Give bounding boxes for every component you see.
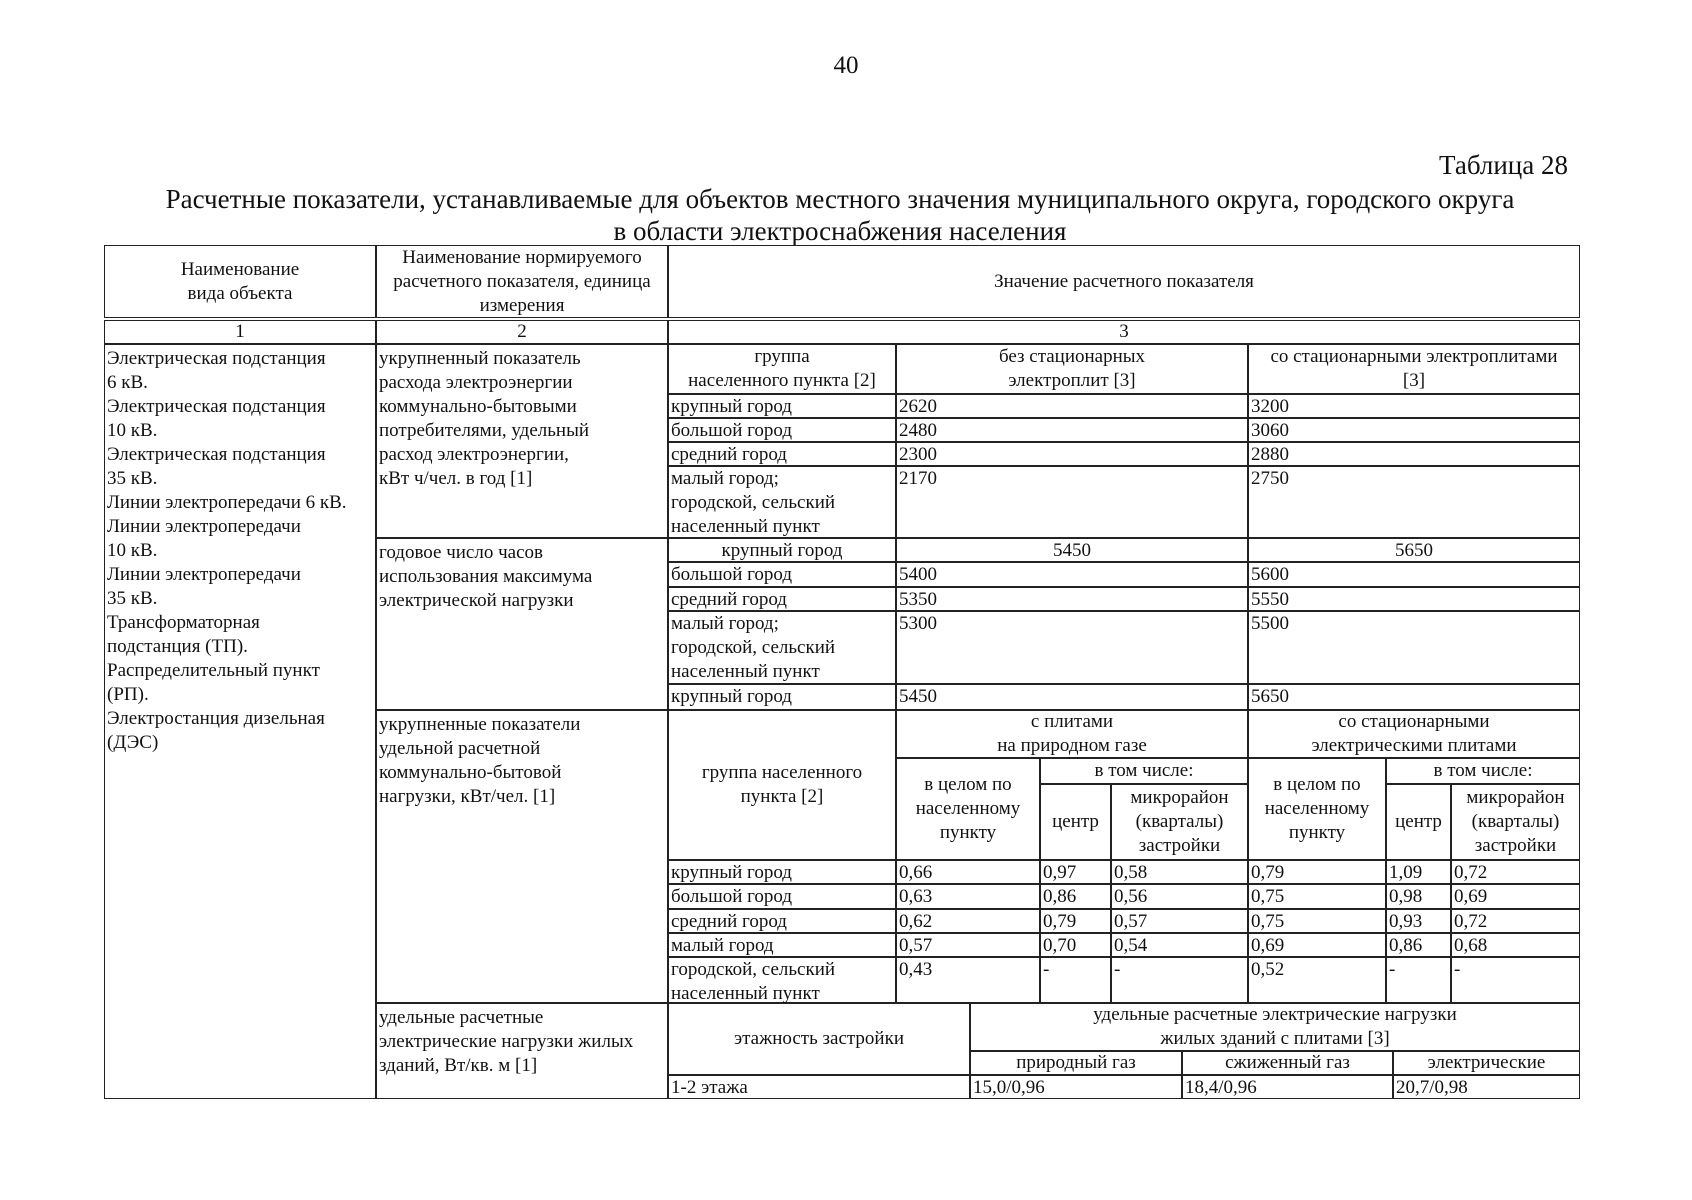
header-electric-stoves-line: со стационарными: [1338, 711, 1490, 732]
value-cell-line: 0,72: [1454, 911, 1488, 932]
value-cell-line: 0,98: [1389, 886, 1423, 907]
value-cell-line: 3200: [1251, 396, 1289, 417]
value-cell-line: 1,09: [1389, 862, 1423, 883]
settlement-group: [668, 933, 896, 957]
settlement-group-line: малый город;: [671, 613, 779, 634]
value-cell: [1386, 909, 1451, 933]
indicator-energy-consumption-line: потребителями, удельный: [379, 420, 590, 441]
value-cell-line: 0,62: [899, 911, 933, 932]
indicator-energy-consumption-line: укрупненный показатель: [379, 348, 581, 369]
header-settlement-group: [668, 710, 896, 860]
value-cell: [1040, 909, 1111, 933]
header-object-type-line: Наименование: [180, 258, 300, 280]
header-electric-line: электрические: [1427, 1052, 1546, 1073]
value-cell-line: 0,69: [1251, 935, 1285, 956]
value-cell: [896, 538, 1248, 562]
value-cell: [896, 884, 1040, 909]
value-cell: [1040, 933, 1111, 957]
settlement-group: [668, 860, 896, 884]
settlement-group: [668, 418, 896, 442]
value-cell-line: 2750: [1251, 468, 1289, 489]
value-cell-line: 0,43: [899, 959, 933, 980]
settlement-group: [668, 394, 896, 418]
header-without-stoves: [896, 344, 1248, 394]
settlement-group-line: крупный город: [721, 540, 843, 561]
value-cell: [1386, 957, 1451, 1003]
value-cell-line: 18,4/0,96: [1185, 1077, 1257, 1098]
indicator-energy-consumption-line: расхода электроэнергии: [379, 372, 573, 393]
value-cell-line: 0,75: [1251, 886, 1285, 907]
header-indicator-name-line: измерения: [479, 294, 565, 316]
value-cell-line: 5500: [1251, 613, 1289, 634]
settlement-group: [668, 466, 896, 538]
value-cell: [1040, 957, 1111, 1003]
value-cell-line: 0,56: [1114, 886, 1148, 907]
settlement-group: [668, 538, 896, 562]
header-settlement-group-line: группа: [754, 346, 810, 367]
object-types-list-line: Распределительный пункт: [107, 660, 320, 681]
settlement-group-line: средний город: [671, 444, 787, 465]
settlement-group: [668, 562, 896, 587]
object-types-list-line: Линии электропередачи: [107, 516, 301, 537]
value-cell-line: 0,70: [1043, 935, 1077, 956]
header-microdistrict-line: микрорайон: [1466, 787, 1565, 808]
value-cell: [1451, 933, 1580, 957]
object-types-list: [104, 346, 376, 800]
header-indicator-name-line: Наименование нормируемого: [402, 246, 642, 268]
header-settlement-total-line: пункту: [939, 822, 997, 843]
header-residential-loads: [970, 1003, 1580, 1051]
settlement-group-line: крупный город: [671, 396, 792, 417]
value-cell-line: 3060: [1251, 420, 1289, 441]
settlement-group-line: большой город: [671, 420, 793, 441]
value-cell: [896, 860, 1040, 884]
value-cell: [1386, 933, 1451, 957]
value-cell: [1248, 860, 1386, 884]
header-microdistrict-line: застройки: [1138, 835, 1221, 856]
settlement-group: [668, 611, 896, 684]
header-settlement-total-line: в целом по: [1273, 774, 1361, 795]
value-cell: [1451, 884, 1580, 909]
value-cell: [896, 562, 1248, 587]
value-cell-line: 0,57: [899, 935, 933, 956]
header-natural-gas: [970, 1051, 1182, 1075]
value-cell: [896, 442, 1248, 466]
object-types-list-line: (ДЭС): [107, 732, 159, 753]
value-cell-line: 2170: [899, 468, 937, 489]
indicator-energy-consumption-line: коммунально-бытовыми: [379, 396, 577, 417]
value-cell: [1248, 538, 1580, 562]
header-with-electric-stoves: [1248, 344, 1580, 394]
header-settlement-group-line: населенного пункта [2]: [688, 370, 876, 391]
header-with-electric-stoves-line: [3]: [1402, 370, 1426, 391]
value-cell-line: 5300: [899, 613, 937, 634]
value-cell-line: 0,69: [1454, 886, 1488, 907]
column-number-line: 2: [517, 321, 527, 342]
value-cell: [1111, 957, 1248, 1003]
indicator-residential-load-line: удельные расчетные: [379, 1007, 544, 1028]
indicator-residential-load: [376, 1005, 668, 1080]
settlement-group-line: малый город: [671, 935, 774, 956]
value-cell: [1040, 884, 1111, 909]
header-settlement-total-line: пункту: [1288, 822, 1346, 843]
header-indicator-name-line: расчетного показателя, единица: [393, 270, 651, 292]
value-cell: [1248, 418, 1580, 442]
value-cell-line: 5600: [1251, 564, 1289, 585]
value-cell-line: 5550: [1251, 589, 1289, 610]
value-cell-line: 2300: [899, 444, 937, 465]
page-number: 40: [833, 52, 859, 79]
value-cell-line: 5650: [1251, 686, 1289, 707]
table-title: [100, 183, 1580, 247]
indicator-max-load-hours-line: использования максимума: [379, 566, 593, 587]
indicator-specific-load-line: нагрузки, кВт/чел. [1]: [379, 786, 556, 807]
settlement-group-line: малый город;: [671, 468, 779, 489]
header-settlement-group-line: группа населенного: [701, 762, 863, 783]
value-cell: [1182, 1075, 1393, 1099]
value-cell-line: 20,7/0,98: [1396, 1077, 1468, 1098]
header-including-line: в том числе:: [1094, 760, 1194, 781]
indicator-residential-load-line: зданий, Вт/кв. м [1]: [379, 1055, 538, 1076]
header-natural-gas-line: природный газ: [1016, 1052, 1136, 1073]
object-types-list-line: 10 кВ.: [107, 540, 158, 561]
value-cell: [1451, 957, 1580, 1003]
settlement-group-line: населенный пункт: [671, 983, 820, 1003]
header-microdistrict-line: микрорайон: [1130, 787, 1229, 808]
value-cell: [1248, 562, 1580, 587]
value-cell: [896, 957, 1040, 1003]
header-settlement-group-line: пункта [2]: [740, 786, 824, 807]
header-center: [1386, 784, 1451, 860]
indicator-energy-consumption-line: кВт ч/чел. в год [1]: [379, 468, 533, 489]
value-cell-line: 5450: [899, 686, 937, 707]
value-cell-line: 0,93: [1389, 911, 1423, 932]
object-types-list-line: 6 кВ.: [107, 372, 148, 393]
object-types-list-line: Электростанция дизельная: [107, 708, 325, 729]
settlement-group-line: крупный город: [671, 686, 792, 707]
value-cell: [1451, 909, 1580, 933]
settlement-group: [668, 587, 896, 611]
value-cell-line: 0,72: [1454, 862, 1488, 883]
object-types-list-line: Электрическая подстанция: [107, 348, 326, 369]
header-with-electric-stoves-line: со стационарными электроплитами: [1270, 346, 1558, 367]
header-electric-stoves: [1248, 710, 1580, 758]
value-cell: [1386, 884, 1451, 909]
floors-cell-line: 1-2 этажа: [671, 1077, 748, 1098]
header-center: [1040, 784, 1111, 860]
settlement-group: [668, 684, 896, 710]
header-residential-loads-line: жилых зданий с плитами [3]: [1160, 1028, 1390, 1049]
header-electric: [1393, 1051, 1580, 1075]
value-cell-line: -: [1454, 959, 1461, 980]
header-without-stoves-line: без стационарных: [998, 346, 1146, 367]
indicator-specific-load-line: укрупненные показатели: [379, 714, 581, 735]
value-cell-line: 15,0/0,96: [973, 1077, 1045, 1098]
value-cell: [1040, 860, 1111, 884]
header-including-line: в том числе:: [1433, 760, 1533, 781]
header-indicator-value: [668, 245, 1580, 318]
header-lpg: [1182, 1051, 1393, 1075]
value-cell: [1451, 860, 1580, 884]
value-cell-line: 5400: [899, 564, 937, 585]
object-types-list-line: 35 кВ.: [107, 588, 158, 609]
header-microdistrict: [1451, 784, 1580, 860]
header-microdistrict-line: (кварталы): [1471, 811, 1560, 832]
value-cell: [1393, 1075, 1580, 1099]
value-cell-line: 0,97: [1043, 862, 1077, 883]
value-cell-line: 5450: [1053, 540, 1091, 561]
settlement-group-line: крупный город: [671, 862, 792, 883]
header-center-line: центр: [1052, 811, 1099, 832]
header-settlement-total-line: населенному: [915, 798, 1021, 819]
settlement-group-line: городской, сельский: [671, 959, 836, 980]
header-microdistrict-line: (кварталы): [1135, 811, 1224, 832]
header-indicator-name: [376, 245, 668, 318]
settlement-group: [668, 442, 896, 466]
table-label: Таблица 28: [1439, 150, 1568, 180]
header-residential-loads-line: удельные расчетные электрические нагрузки: [1093, 1004, 1457, 1025]
value-cell-line: 2620: [899, 396, 937, 417]
value-cell-line: 2480: [899, 420, 937, 441]
value-cell-line: 0,79: [1043, 911, 1077, 932]
settlement-group: [668, 884, 896, 909]
value-cell-line: 0,58: [1114, 862, 1148, 883]
header-settlement-group: [668, 344, 896, 394]
value-cell: [1111, 860, 1248, 884]
indicators-table: [104, 245, 1580, 1099]
header-settlement-total: [896, 758, 1040, 860]
object-types-list-line: Трансформаторная: [107, 612, 260, 633]
value-cell: [896, 909, 1040, 933]
value-cell-line: 0,52: [1251, 959, 1285, 980]
value-cell: [1248, 933, 1386, 957]
settlement-group-line: большой город: [671, 886, 793, 907]
value-cell: [1248, 611, 1580, 684]
header-microdistrict: [1111, 784, 1248, 860]
header-settlement-total-line: населенному: [1264, 798, 1370, 819]
table-title-line: в области электроснабжения населения: [613, 216, 1067, 246]
value-cell: [1248, 909, 1386, 933]
object-types-list-line: Линии электропередачи: [107, 564, 301, 585]
object-types-list-line: Электрическая подстанция: [107, 396, 326, 417]
header-indicator-value-line: Значение расчетного показателя: [994, 270, 1254, 292]
value-cell-line: 0,86: [1389, 935, 1423, 956]
header-without-stoves-line: электроплит [3]: [1008, 370, 1136, 391]
settlement-group: [668, 909, 896, 933]
header-settlement-total: [1248, 758, 1386, 860]
value-cell-line: 0,75: [1251, 911, 1285, 932]
settlement-group-line: средний город: [671, 911, 787, 932]
value-cell-line: 2880: [1251, 444, 1289, 465]
indicator-max-load-hours-line: электрической нагрузки: [379, 590, 574, 611]
value-cell-line: -: [1114, 959, 1121, 980]
settlement-group-line: городской, сельский: [671, 637, 836, 658]
settlement-group-line: средний город: [671, 589, 787, 610]
value-cell: [1248, 466, 1580, 538]
indicator-max-load-hours-line: годовое число часов: [379, 542, 543, 563]
indicator-energy-consumption-line: расход электроэнергии,: [379, 444, 569, 465]
value-cell: [1248, 442, 1580, 466]
header-lpg-line: сжиженный газ: [1225, 1052, 1350, 1073]
value-cell-line: 5350: [899, 589, 937, 610]
header-floors-line: этажность застройки: [733, 1028, 905, 1049]
value-cell-line: 0,57: [1114, 911, 1148, 932]
object-types-list-line: Линии электропередачи 6 кВ.: [107, 492, 347, 513]
header-electric-stoves-line: электрическими плитами: [1311, 735, 1517, 756]
value-cell: [1248, 684, 1580, 710]
header-including: [1386, 758, 1580, 784]
value-cell-line: 0,66: [899, 862, 933, 883]
value-cell: [1111, 884, 1248, 909]
indicator-energy-consumption: [376, 346, 668, 500]
column-number: [668, 320, 1580, 344]
header-gas-stoves: [896, 710, 1248, 758]
settlement-group-line: городской, сельский: [671, 492, 836, 513]
value-cell-line: 0,79: [1251, 862, 1285, 883]
value-cell-line: 0,63: [899, 886, 933, 907]
header-object-type: [104, 245, 376, 318]
column-number: [376, 320, 668, 344]
object-types-list-line: (РП).: [107, 684, 149, 705]
header-center-line: центр: [1395, 811, 1442, 832]
value-cell-line: -: [1389, 959, 1396, 980]
indicator-specific-load: [376, 712, 668, 820]
value-cell-line: -: [1043, 959, 1050, 980]
indicator-residential-load-line: электрические нагрузки жилых: [379, 1031, 634, 1052]
value-cell: [1248, 587, 1580, 611]
table-title-line: Расчетные показатели, устанавливаемые для объектов местного значения муниципального округа, городского округа: [165, 184, 1515, 214]
value-cell: [896, 466, 1248, 538]
value-cell-line: 5650: [1395, 540, 1433, 561]
header-settlement-total-line: в целом по: [924, 774, 1012, 795]
value-cell: [1111, 909, 1248, 933]
indicator-specific-load-line: коммунально-бытовой: [379, 762, 562, 783]
value-cell: [1248, 884, 1386, 909]
floors-cell: [668, 1075, 970, 1099]
column-number: [104, 320, 376, 344]
object-types-list-line: подстанция (ТП).: [107, 636, 248, 657]
column-number-line: 3: [1119, 321, 1129, 342]
header-floors: [668, 1003, 970, 1075]
settlement-group-line: населенный пункт: [671, 661, 820, 682]
value-cell: [1248, 394, 1580, 418]
header-object-type-line: вида объекта: [187, 282, 293, 304]
object-types-list-line: Электрическая подстанция: [107, 444, 326, 465]
settlement-group-line: населенный пункт: [671, 516, 820, 537]
value-cell: [896, 418, 1248, 442]
value-cell-line: 0,86: [1043, 886, 1077, 907]
value-cell: [896, 933, 1040, 957]
value-cell: [896, 684, 1248, 710]
value-cell: [896, 611, 1248, 684]
header-gas-stoves-line: с плитами: [1030, 711, 1114, 732]
value-cell: [1386, 860, 1451, 884]
header-gas-stoves-line: на природном газе: [997, 735, 1147, 756]
indicator-specific-load-line: удельной расчетной: [379, 738, 541, 759]
value-cell-line: 0,54: [1114, 935, 1148, 956]
header-microdistrict-line: застройки: [1474, 835, 1557, 856]
object-types-list-line: 10 кВ.: [107, 420, 158, 441]
settlement-group: [668, 957, 896, 1003]
value-cell: [896, 394, 1248, 418]
indicator-max-load-hours: [376, 540, 668, 640]
value-cell: [1111, 933, 1248, 957]
object-types-list-line: 35 кВ.: [107, 468, 158, 489]
value-cell: [1248, 957, 1386, 1003]
value-cell-line: 0,68: [1454, 935, 1488, 956]
header-including: [1040, 758, 1248, 784]
column-number-line: 1: [235, 321, 245, 342]
value-cell: [970, 1075, 1182, 1099]
value-cell: [896, 587, 1248, 611]
settlement-group-line: большой город: [671, 564, 793, 585]
